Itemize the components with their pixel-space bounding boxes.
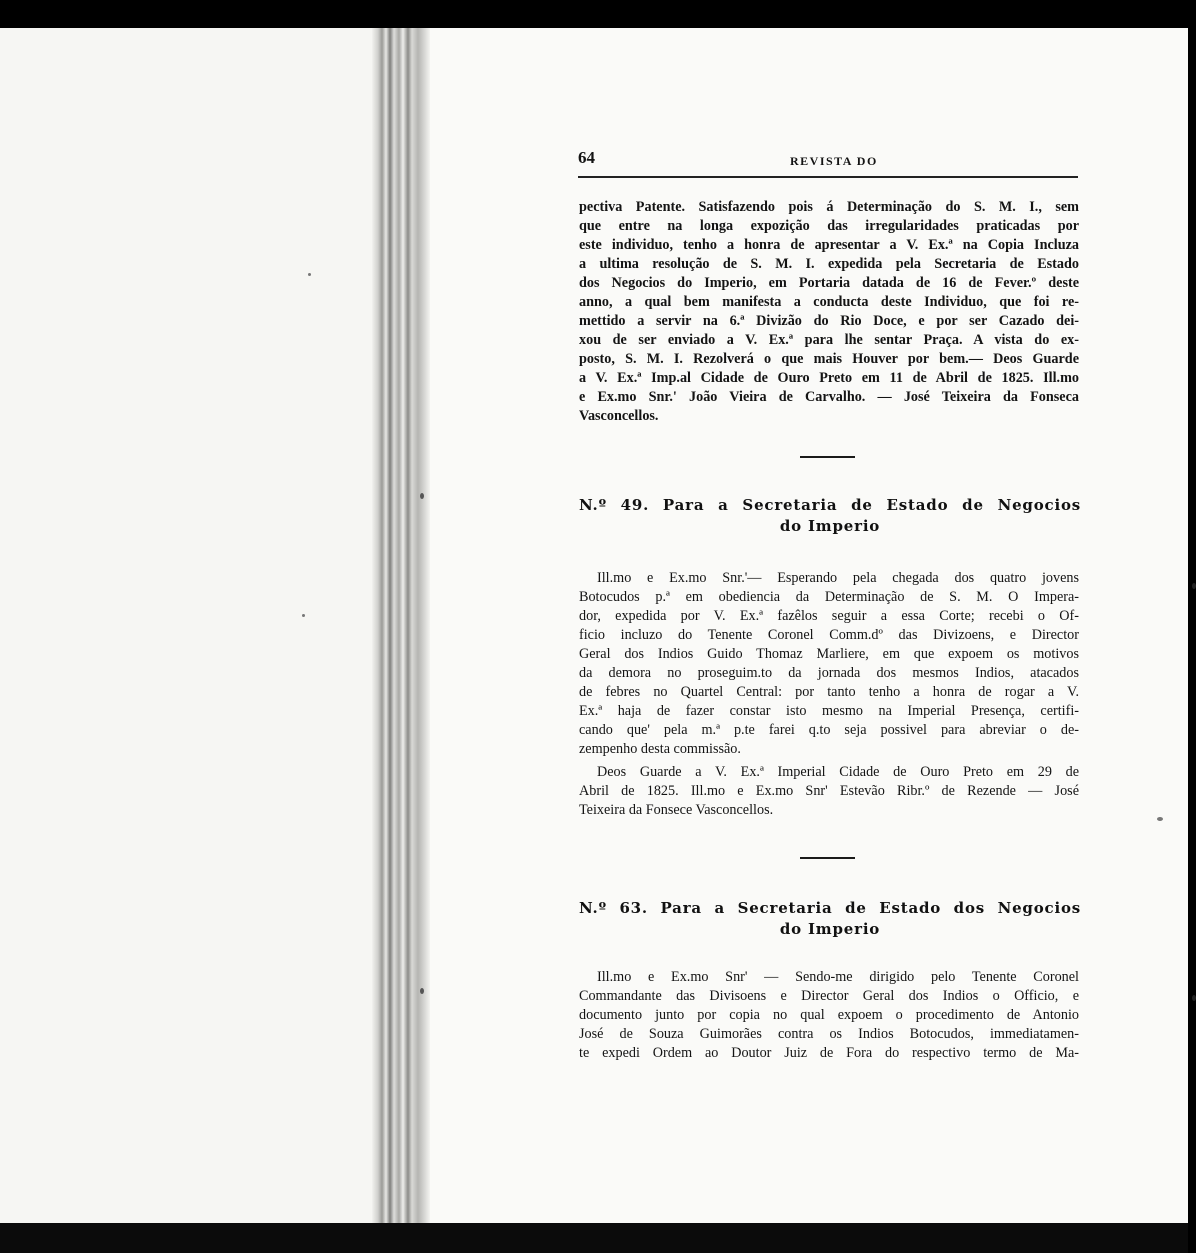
scan-bottom-border xyxy=(0,1223,1196,1253)
text-line: posto, S. M. I. Rezolverá o que mais Houver por bem.— Deos Guarde xyxy=(579,351,1079,367)
text-line: Ill.mo e Ex.mo Snr.'— Esperando pela chegada dos quatro jovens xyxy=(597,570,1079,586)
heading-line: N.º 49. Para a Secretaria de Estado de Negocios xyxy=(579,496,1081,514)
scan-speck xyxy=(308,273,311,276)
section-separator xyxy=(800,857,855,859)
heading-line: do Imperio xyxy=(779,920,881,938)
text-line: dor, expedida por V. Ex.ª fazêlos seguir a essa Corte; recebi o Of- xyxy=(579,608,1079,624)
text-line: José de Souza Guimorães contra os Indios Botocudos, immediatamen- xyxy=(579,1026,1079,1042)
text-line: de febres no Quartel Central: por tanto tenho a honra de rogar a V. xyxy=(579,684,1079,700)
scan-speck xyxy=(302,614,305,617)
text-line: pectiva Patente. Satisfazendo pois á Determinação do S. M. I., sem xyxy=(579,199,1079,215)
text-line: Teixeira da Fonsece Vasconcellos. xyxy=(579,802,774,818)
text-line: Ex.ª haja de fazer constar isto mesmo na Imperial Presença, certifi- xyxy=(579,703,1079,719)
scan-speck xyxy=(1192,995,1196,1001)
text-line: Botocudos p.ª em obediencia da Determinação de S. M. O Impera- xyxy=(579,589,1079,605)
continuation-paragraph xyxy=(579,198,1079,426)
text-line: Ill.mo e Ex.mo Snr' — Sendo-me dirigido pelo Tenente Coronel xyxy=(597,969,1079,985)
scan-speck xyxy=(1192,583,1196,589)
scan-speck xyxy=(420,493,424,499)
letter-63-heading xyxy=(579,898,1081,940)
book-gutter xyxy=(372,28,430,1223)
text-line: ficio incluzo do Tenente Coronel Comm.dº das Divizoens, e Director xyxy=(579,627,1079,643)
letter-49-paragraph-1 xyxy=(579,569,1079,759)
scan-speck xyxy=(1157,817,1163,821)
text-line: Abril de 1825. Ill.mo e Ex.mo Snr' Estevão Ribr.º de Rezende — José xyxy=(579,783,1079,799)
text-line: dos Negocios do Imperio, em Portaria datada de 16 de Fever.º deste xyxy=(579,275,1079,291)
text-line: zempenho desta commissão. xyxy=(579,741,741,757)
letter-49-paragraph-2 xyxy=(579,763,1079,820)
text-line: a V. Ex.ª Imp.al Cidade de Ouro Preto em 11 de Abril de 1825. Ill.mo xyxy=(579,370,1079,386)
text-line: documento junto por copia no qual expoem o procedimento de Antonio xyxy=(579,1007,1079,1023)
page-number: 64 xyxy=(578,148,595,167)
text-line: que entre na longa expozição das irregularidades praticadas por xyxy=(579,218,1079,234)
text-line: Commandante das Divisoens e Director Geral dos Indios o Officio, e xyxy=(579,988,1079,1004)
scan-right-border xyxy=(1188,0,1196,1253)
scan-speck xyxy=(420,988,424,994)
left-blank-page xyxy=(0,28,380,1223)
section-separator xyxy=(800,456,855,458)
text-line: da demora no proseguim.to da jornada dos mesmos Indios, atacados xyxy=(579,665,1079,681)
heading-line: do Imperio xyxy=(779,517,881,535)
text-line: Vasconcellos. xyxy=(579,408,659,424)
text-line: Geral dos Indios Guido Thomaz Marliere, em que expoem os motivos xyxy=(579,646,1079,662)
scan-top-border xyxy=(0,0,1196,28)
text-line: mettido a servir na 6.ª Divizão do Rio Doce, e por ser Cazado dei- xyxy=(579,313,1079,329)
text-line: este individuo, tenho a honra de apresentar a V. Ex.ª na Copia Incluza xyxy=(579,237,1079,253)
letter-63-paragraph-1 xyxy=(579,968,1079,1063)
heading-line: N.º 63. Para a Secretaria de Estado dos Negocios xyxy=(579,899,1081,917)
text-line: xou de ser enviado a V. Ex.ª para lhe sentar Praça. A vista do ex- xyxy=(579,332,1079,348)
letter-49-heading xyxy=(579,495,1081,537)
text-line: anno, a qual bem manifesta a conducta deste Individuo, que foi re- xyxy=(579,294,1079,310)
running-head: REVISTA DO xyxy=(790,154,878,168)
text-line: a ultima resolução de S. M. I. expedida pela Secretaria de Estado xyxy=(579,256,1079,272)
text-line: cando que' pela m.ª p.te farei q.to seja possivel para abreviar o de- xyxy=(579,722,1079,738)
text-line: e Ex.mo Snr.' João Vieira de Carvalho. — José Teixeira da Fonseca xyxy=(579,389,1079,405)
header-rule xyxy=(578,176,1078,178)
text-line: te expedi Ordem ao Doutor Juiz de Fora do respectivo termo de Ma- xyxy=(579,1045,1079,1061)
text-line: Deos Guarde a V. Ex.ª Imperial Cidade de Ouro Preto em 29 de xyxy=(597,764,1079,780)
